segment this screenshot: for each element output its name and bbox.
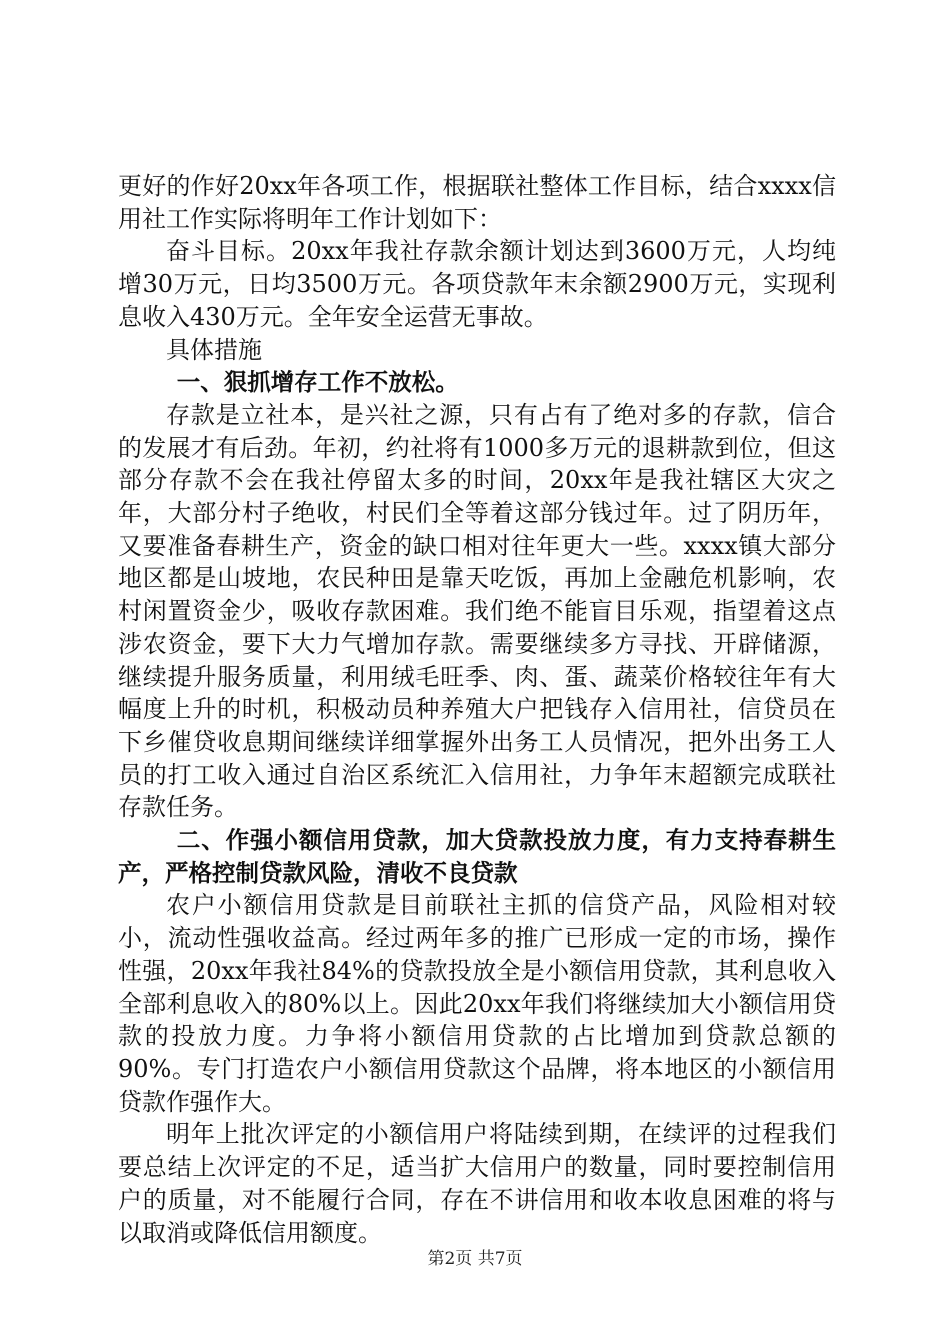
page-number-footer: 第2页 共7页 (427, 1249, 523, 1269)
paragraph-credit-review: 明年上批次评定的小额信用户将陆续到期，在续评的过程我们要总结上次评定的不足，适当扩大信用户的数量，同时要控制信用户的质量，对不能履行合同，存在不讲信用和收本收息困难的将与以取消或降低信用额度。 (118, 1120, 836, 1247)
paragraph-measures-label: 具体措施 (166, 335, 262, 364)
document-body (118, 170, 836, 1249)
section-heading-1: 一、狠抓增存工作不放松。 (176, 368, 459, 397)
paragraph-microcredit: 农户小额信用贷款是目前联社主抓的信贷产品，风险相对较小，流动性强收益高。经过两年多的推广已形成一定的市场，操作性强，20xx年我社84%的贷款投放全是小额信用贷款，其利息收入全部利息收入的80%以上。因此20xx年我们将继续加大小额信用贷款的投放力度。力争将小额信用贷款的占比增加到贷款总额的90%。专门打造农户小额信用贷款这个品牌，将本地区的小额信用贷款作强作大。 (118, 891, 836, 1116)
paragraph-intro: 更好的作好20xx年各项工作，根据联社整体工作目标，结合xxxx信用社工作实际将明年工作计划如下： (118, 172, 836, 233)
section-heading-2: 二、作强小额信用贷款，加大贷款投放力度，有力支持春耕生产，严格控制贷款风险，清收不良贷款 (118, 826, 836, 887)
paragraph-deposits: 存款是立社本，是兴社之源，只有占有了绝对多的存款，信合的发展才有后劲。年初，约社将有1000多万元的退耕款到位，但这部分存款不会在我社停留太多的时间，20xx年是我社辖区大灾之年，大部分村子绝收，村民们全等着这部分钱过年。过了阴历年，又要准备春耕生产，资金的缺口相对往年更大一些。xxxx镇大部分地区都是山坡地，农民种田是靠天吃饭，再加上金融危机影响，农村闲置资金少，吸收存款困难。我们绝不能盲目乐观，指望着这点涉农资金，要下大力气增加存款。需要继续多方寻找、开辟储源，继续提升服务质量，利用绒毛旺季、肉、蛋、蔬菜价格较往年有大幅度上升的时机，积极动员种养殖大户把钱存入信用社，信贷员在下乡催贷收息期间继续详细掌握外出务工人员情况，把外出务工人员的打工收入通过自治区系统汇入信用社，力争年末超额完成联社存款任务。 (118, 400, 836, 822)
paragraph-goal: 奋斗目标。20xx年我社存款余额计划达到3600万元，人均纯增30万元，日均3500万元。各项贷款年末余额2900万元，实现利息收入430万元。全年安全运营无事故。 (118, 237, 836, 331)
